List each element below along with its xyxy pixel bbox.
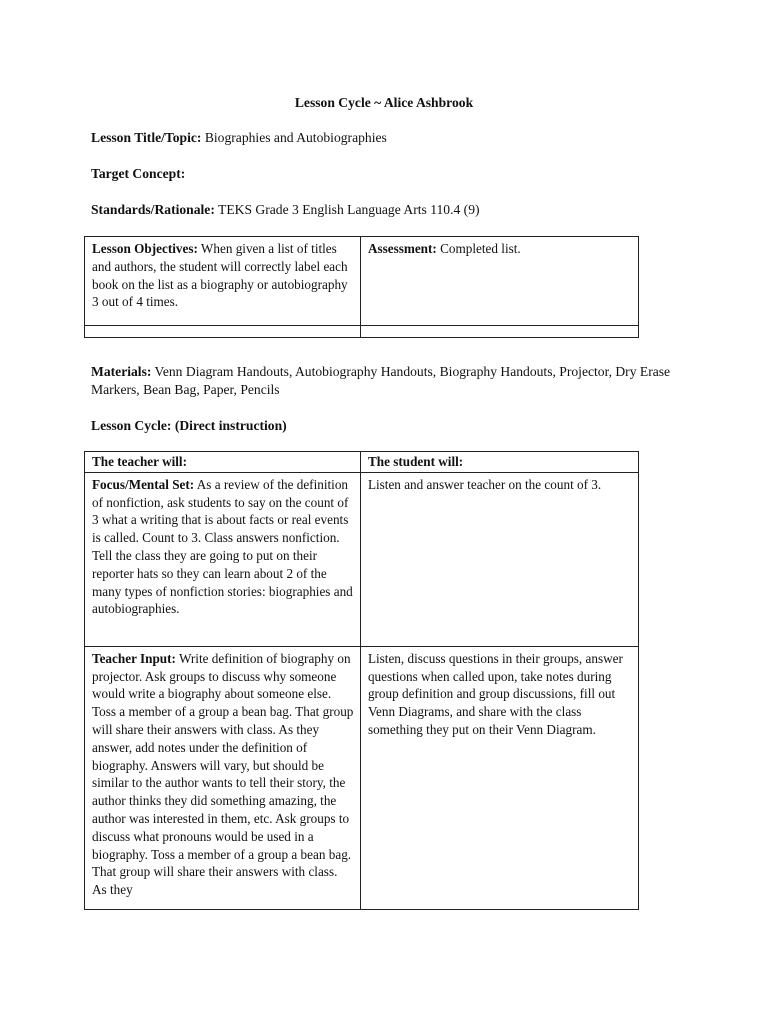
- lesson-cycle-label: Lesson Cycle: (Direct instruction): [91, 418, 287, 433]
- objectives-cell: [85, 237, 361, 326]
- standards-label: Standards/Rationale:: [91, 202, 215, 217]
- table-row: [85, 646, 639, 909]
- lesson-title-line: [91, 129, 387, 147]
- assessment-label: Assessment:: [367, 241, 437, 256]
- input-student-cell: [360, 646, 638, 909]
- table-row: [85, 326, 639, 338]
- lesson-cycle-line: [91, 417, 287, 435]
- assessment-cell: [360, 237, 638, 326]
- materials-value: Venn Diagram Handouts, Autobiography Handouts, Biography Handouts, Projector, Dry Erase Markers, Bean Bag, Paper, Pencils: [91, 364, 671, 397]
- objectives-text: When given a list of titles and authors, the student will correctly label each book on the list as a biography or autobiography 3 out of 4 times.: [92, 241, 348, 310]
- materials-label: Materials:: [91, 364, 152, 379]
- target-concept-line: [91, 165, 185, 183]
- lesson-title-value: Biographies and Autobiographies: [204, 130, 387, 145]
- student-header-text: The student will:: [367, 454, 464, 469]
- empty-cell: [360, 326, 638, 338]
- input-teacher-cell: [85, 646, 361, 909]
- standards-line: [91, 201, 480, 219]
- materials-paragraph: [91, 363, 681, 399]
- focus-student-cell: [360, 472, 638, 646]
- empty-cell: [85, 326, 361, 338]
- focus-text: As a review of the definition of nonfiction, ask students to say on the count of 3 what a writing that is about facts or real events is called. Count to 3. Class answers nonfiction. Tell the class they are going to put on their reporter hats so they can learn about 2 of the many types of nonfiction stories: biographies and autobiographies.: [92, 476, 353, 617]
- assessment-text: Completed list.: [440, 241, 521, 256]
- student-header: [360, 452, 638, 473]
- table-header-row: [85, 452, 639, 473]
- teacher-header-text: The teacher will:: [92, 454, 187, 469]
- teacher-header: [85, 452, 361, 473]
- input-text: Write definition of biography on projector. Ask groups to discuss why someone would write a biography about someone else. Toss a member of a group a bean bag. That group will share their answers with class. As they answer, add notes under the definition of biography. Answers will vary, but should be similar to the author wants to tell their story, the author thinks they did something amazing, the author was interested in them, etc. Ask groups to discuss what pronouns would be used in a biography. Toss a member of a group a bean bag. That group will share their answers with class. As they: [92, 650, 354, 898]
- document-title: Lesson Cycle ~ Alice Ashbrook: [294, 95, 474, 110]
- lesson-cycle-table: [84, 451, 639, 910]
- objectives-table: [84, 236, 639, 338]
- table-row: [85, 472, 639, 646]
- lesson-title-label: Lesson Title/Topic:: [91, 130, 202, 145]
- input-label: Teacher Input:: [92, 650, 176, 666]
- objectives-label: Lesson Objectives:: [92, 241, 198, 256]
- focus-teacher-cell: [85, 472, 361, 646]
- target-concept-label: Target Concept:: [91, 166, 186, 181]
- table-row: [85, 237, 639, 326]
- focus-label: Focus/Mental Set:: [92, 476, 195, 492]
- input-student-text: Listen, discuss questions in their groups, answer questions when called upon, take notes during group definition and group discussions, fill out Venn Diagrams, and share with the class something they put on their Venn Diagram.: [367, 650, 623, 737]
- standards-value: TEKS Grade 3 English Language Arts 110.4 (9): [218, 202, 480, 217]
- focus-student-text: Listen and answer teacher on the count of 3.: [367, 476, 602, 492]
